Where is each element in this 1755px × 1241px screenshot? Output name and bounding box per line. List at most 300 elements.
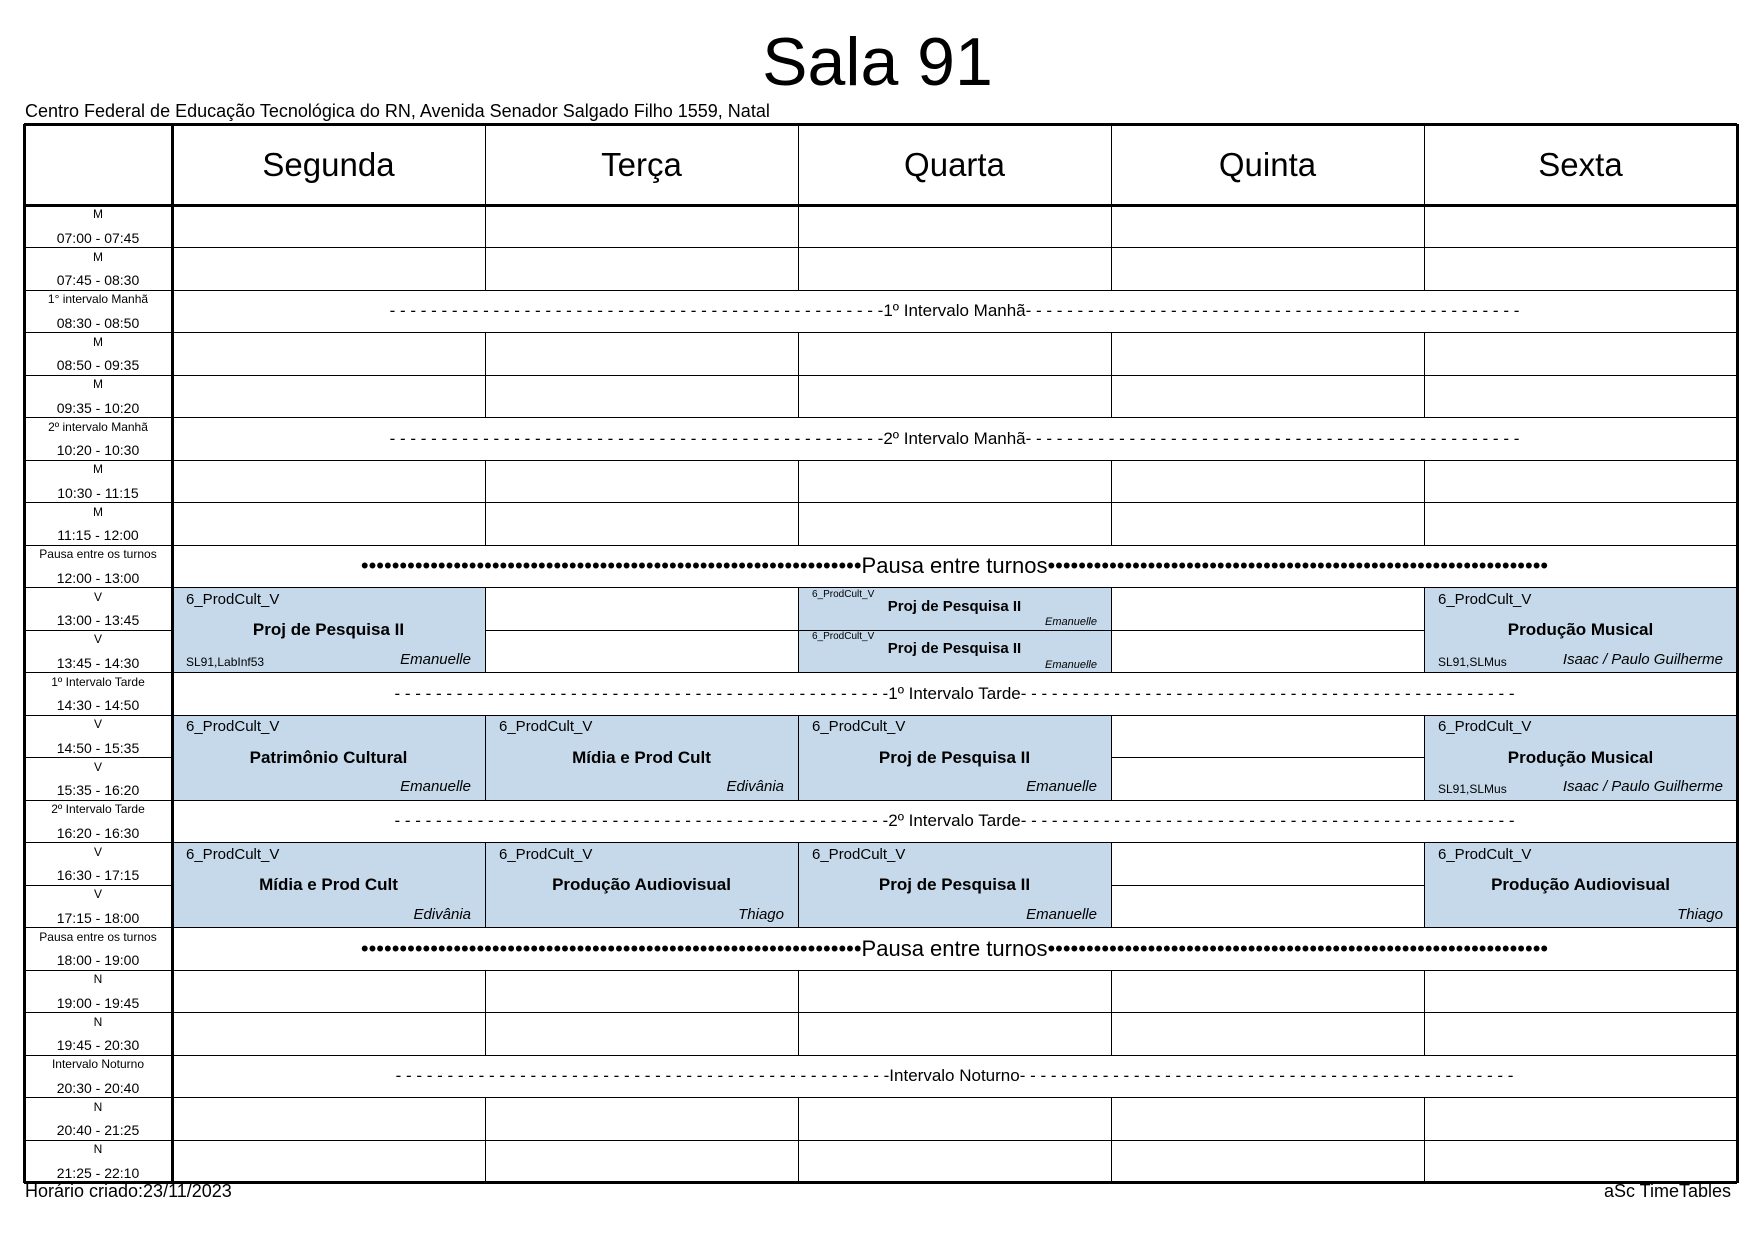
- grid-line: [1424, 375, 1737, 376]
- lesson-subject: Produção Musical: [1507, 747, 1654, 767]
- lesson-teacher: Isaac / Paulo Guilherme: [1562, 778, 1723, 795]
- grid-line: [798, 758, 799, 801]
- lesson-card[interactable]: [172, 715, 485, 800]
- break-row: [172, 800, 1737, 843]
- lesson-teacher: Emanuelle: [1026, 778, 1097, 795]
- filler: •••••••••••••••••••••••••••••••••••••••••••••••••••••••••••••••••: [360, 935, 862, 961]
- lesson-room: SL91,SLMus: [1438, 654, 1507, 669]
- lesson-card[interactable]: [172, 588, 485, 673]
- grid-line: [24, 545, 172, 546]
- lesson-card[interactable]: [798, 843, 1111, 928]
- lesson-teacher: Edivânia: [726, 778, 784, 795]
- break-row: [172, 673, 1737, 716]
- grid-line: [24, 927, 172, 928]
- period-time: 13:45 - 14:30: [56, 654, 140, 671]
- grid-line: [171, 124, 174, 1183]
- grid-line: [1424, 545, 1737, 546]
- period-time: 11:15 - 12:00: [57, 527, 139, 543]
- grid-line: [1111, 205, 1112, 248]
- grid-line: [1111, 503, 1112, 546]
- grid-line: [798, 970, 1111, 971]
- grid-line: [24, 123, 1737, 126]
- filler: - - - - - - - - - - - - - - - - - - - - - - - - - - - - - - - - - - - - - - - - - - - - - - - -: [395, 1066, 890, 1086]
- lesson-card[interactable]: [485, 843, 798, 928]
- grid-line: [1424, 715, 1737, 716]
- grid-line: [172, 1097, 485, 1098]
- period-label: N: [93, 972, 103, 986]
- grid-line: [172, 842, 485, 843]
- grid-line: [485, 1097, 798, 1098]
- grid-line: [172, 587, 485, 588]
- lesson-subject: Produção Audiovisual: [1491, 875, 1670, 894]
- grid-line: [1424, 290, 1737, 291]
- lesson-teacher: Thiago: [1677, 905, 1723, 923]
- grid-line: [24, 247, 172, 248]
- grid-line: [24, 587, 172, 588]
- period-label: Intervalo Noturno: [51, 1057, 145, 1071]
- grid-line: [1424, 842, 1737, 843]
- grid-line: [1424, 672, 1737, 673]
- grid-line: [172, 290, 485, 291]
- grid-line: [172, 502, 485, 503]
- grid-line: [798, 333, 799, 376]
- grid-line: [485, 588, 486, 631]
- period-cell: [24, 503, 172, 546]
- grid-line: [1111, 630, 1424, 631]
- grid-line: [798, 503, 799, 546]
- grid-line: [1111, 124, 1112, 205]
- lesson-subject: Proj de Pesquisa II: [887, 640, 1022, 657]
- period-label: M: [93, 462, 103, 476]
- page-title: Sala 91: [762, 24, 993, 100]
- grid-line: [798, 927, 1111, 928]
- grid-line: [1424, 1012, 1737, 1013]
- grid-line: [485, 587, 798, 588]
- grid-line: [1424, 417, 1737, 418]
- break-row: [172, 418, 1737, 461]
- period-label: N: [93, 1014, 103, 1029]
- school-address: Centro Federal de Educação Tecnológica do RN, Avenida Senador Salgado Filho 1559, Natal: [25, 101, 770, 121]
- grid-line: [1111, 715, 1424, 716]
- grid-line: [24, 417, 172, 418]
- grid-line: [1111, 1140, 1112, 1183]
- grid-line: [1111, 970, 1424, 971]
- grid-line: [1424, 1140, 1737, 1141]
- grid-line: [1111, 248, 1112, 291]
- lesson-card[interactable]: [1424, 843, 1737, 928]
- period-time: 20:30 - 20:40: [56, 1079, 140, 1096]
- period-cell: [24, 885, 172, 928]
- period-cell: [24, 205, 172, 248]
- lesson-teacher: Emanuelle: [400, 650, 471, 668]
- grid-line: [1111, 460, 1112, 503]
- period-cell: [24, 333, 172, 376]
- grid-line: [1424, 1140, 1425, 1183]
- period-cell: [24, 1140, 172, 1183]
- period-time: 10:20 - 10:30: [56, 442, 140, 458]
- filler: •••••••••••••••••••••••••••••••••••••••••••••••••••••••••••••••••: [1047, 553, 1549, 579]
- grid-line: [485, 502, 798, 503]
- period-cell: [24, 843, 172, 886]
- grid-line: [485, 1140, 798, 1141]
- period-cell: [24, 800, 172, 843]
- period-cell: [24, 1098, 172, 1141]
- period-cell: [24, 418, 172, 461]
- pause-label: Pausa entre turnos: [861, 935, 1048, 961]
- grid-line: [1424, 124, 1425, 205]
- period-cell: [24, 630, 172, 673]
- filler: - - - - - - - - - - - - - - - - - - - - - - - - - - - - - - - - - - - - - - - - - - - - - - - -: [394, 683, 889, 703]
- period-cell: [24, 290, 172, 333]
- lesson-card[interactable]: [485, 715, 798, 800]
- period-label: V: [93, 887, 102, 901]
- grid-line: [1111, 247, 1424, 248]
- grid-line: [798, 1012, 1111, 1013]
- grid-line: [485, 248, 486, 291]
- grid-line: [1111, 1097, 1424, 1098]
- lesson-class: 6_ProdCult_V: [812, 718, 906, 735]
- period-cell: [24, 375, 172, 418]
- break-label: 2º Intervalo Tarde: [888, 811, 1021, 831]
- period-label: 2º Intervalo Tarde: [51, 802, 145, 816]
- filler: •••••••••••••••••••••••••••••••••••••••••••••••••••••••••••••••••: [1047, 935, 1549, 961]
- grid-line: [798, 800, 1111, 801]
- grid-line: [1736, 124, 1739, 1183]
- period-time: 10:30 - 11:15: [57, 484, 139, 501]
- lesson-class: 6_ProdCult_V: [812, 588, 875, 600]
- grid-line: [1424, 970, 1737, 971]
- lesson-subject: Proj de Pesquisa II: [878, 875, 1031, 894]
- lesson-subject: Mídia e Prod Cult: [259, 875, 398, 894]
- period-cell: [24, 588, 172, 631]
- grid-line: [1424, 1098, 1425, 1141]
- grid-line: [172, 545, 485, 546]
- grid-line: [1111, 630, 1112, 673]
- lesson-teacher: Emanuelle: [400, 778, 471, 795]
- grid-line: [24, 204, 1737, 207]
- grid-line: [485, 672, 798, 673]
- period-label: V: [93, 589, 102, 604]
- grid-line: [1424, 758, 1425, 801]
- grid-line: [485, 1140, 486, 1183]
- grid-line: [485, 205, 486, 248]
- grid-line: [172, 800, 485, 801]
- grid-line: [172, 1055, 485, 1056]
- grid-line: [485, 417, 798, 418]
- lesson-teacher: Emanuelle: [1045, 658, 1097, 671]
- grid-line: [485, 715, 486, 758]
- period-label: N: [93, 1142, 103, 1156]
- grid-line: [1111, 672, 1424, 673]
- grid-line: [485, 124, 486, 205]
- grid-line: [1424, 630, 1425, 673]
- break-row: [172, 290, 1737, 333]
- grid-line: [172, 970, 485, 971]
- grid-line: [485, 927, 798, 928]
- period-cell: [24, 928, 172, 971]
- grid-line: [24, 842, 172, 843]
- lesson-room: SL91,SLMus: [1438, 782, 1507, 796]
- period-time: 19:45 - 20:30: [56, 1037, 140, 1053]
- grid-line: [798, 885, 799, 928]
- day-header-2: Quarta: [904, 145, 1005, 183]
- grid-line: [798, 1098, 799, 1141]
- grid-line: [798, 1013, 799, 1056]
- grid-line: [485, 375, 486, 418]
- grid-line: [485, 503, 486, 546]
- grid-line: [1424, 800, 1737, 801]
- period-time: 12:00 - 13:00: [56, 569, 140, 586]
- period-cell: [24, 758, 172, 801]
- period-time: 21:25 - 22:10: [56, 1164, 140, 1181]
- turn-pause: [172, 928, 1737, 971]
- period-cell: [24, 460, 172, 503]
- lesson-teacher: Thiago: [738, 905, 784, 923]
- day-header-0: Segunda: [262, 145, 395, 183]
- grid-line: [798, 970, 799, 1013]
- grid-line: [485, 1098, 486, 1141]
- grid-line: [1111, 715, 1112, 758]
- day-header-4: Sexta: [1538, 145, 1623, 183]
- period-time: 16:20 - 16:30: [56, 824, 140, 841]
- grid-line: [485, 1013, 486, 1056]
- lesson-class: 6_ProdCult_V: [186, 845, 280, 863]
- period-time: 14:50 - 15:35: [56, 739, 140, 756]
- grid-line: [798, 842, 1111, 843]
- grid-line: [798, 205, 799, 248]
- lesson-subject: Proj de Pesquisa II: [252, 620, 405, 639]
- grid-line: [1424, 588, 1425, 631]
- grid-line: [1111, 800, 1424, 801]
- period-time: 09:35 - 10:20: [56, 399, 140, 416]
- break-label: Intervalo Noturno: [889, 1066, 1020, 1086]
- grid-line: [23, 124, 26, 1183]
- grid-line: [24, 1181, 1737, 1184]
- lesson-class: 6_ProdCult_V: [186, 590, 280, 608]
- period-time: 15:35 - 16:20: [56, 782, 140, 798]
- grid-line: [172, 375, 485, 376]
- grid-line: [24, 502, 172, 503]
- filler: - - - - - - - - - - - - - - - - - - - - - - - - - - - - - - - - - - - - - - - - - - - - - - - -: [1019, 1066, 1514, 1086]
- period-cell: [24, 1013, 172, 1056]
- grid-line: [1424, 885, 1425, 928]
- grid-line: [1111, 332, 1424, 333]
- grid-line: [798, 1140, 1111, 1141]
- grid-line: [485, 715, 798, 716]
- filler: - - - - - - - - - - - - - - - - - - - - - - - - - - - - - - - - - - - - - - - - - - - - - - - -: [389, 428, 884, 448]
- turn-pause: [172, 545, 1737, 588]
- lesson-card[interactable]: [798, 630, 1111, 673]
- grid-line: [1111, 588, 1112, 631]
- grid-line: [485, 885, 486, 928]
- lesson-class: 6_ProdCult_V: [499, 718, 593, 735]
- period-time: 17:15 - 18:00: [56, 909, 140, 926]
- lesson-subject: Produção Audiovisual: [552, 875, 731, 894]
- grid-line: [24, 332, 172, 333]
- break-row: [172, 1055, 1737, 1098]
- grid-line: [485, 1055, 798, 1056]
- lesson-class: 6_ProdCult_V: [812, 845, 906, 863]
- lesson-subject: Proj de Pesquisa II: [878, 747, 1031, 767]
- grid-line: [24, 970, 172, 971]
- grid-line: [1111, 842, 1424, 843]
- period-label: M: [93, 249, 103, 264]
- grid-line: [798, 1055, 1111, 1056]
- period-label: Pausa entre os turnos: [39, 929, 157, 944]
- grid-line: [1111, 333, 1112, 376]
- lesson-card[interactable]: [1424, 715, 1737, 800]
- grid-line: [1424, 460, 1737, 461]
- filler: - - - - - - - - - - - - - - - - - - - - - - - - - - - - - - - - - - - - - - - - - - - - - - - -: [1025, 301, 1520, 321]
- period-label: 1º Intervalo Tarde: [51, 674, 145, 689]
- grid-line: [1111, 970, 1112, 1013]
- filler: - - - - - - - - - - - - - - - - - - - - - - - - - - - - - - - - - - - - - - - - - - - - - - - -: [1025, 428, 1520, 448]
- break-label: 1º Intervalo Manhã: [883, 301, 1026, 321]
- lesson-class: 6_ProdCult_V: [499, 845, 593, 863]
- period-label: 2º intervalo Manhã: [48, 419, 148, 434]
- grid-line: [24, 672, 172, 673]
- period-time: 16:30 - 17:15: [56, 867, 140, 883]
- grid-line: [1424, 248, 1425, 291]
- grid-line: [24, 460, 172, 461]
- grid-line: [24, 757, 172, 758]
- period-label: 1° intervalo Manhã: [47, 292, 149, 306]
- lesson-subject: Patrimônio Cultural: [249, 747, 408, 767]
- lesson-class: 6_ProdCult_V: [1438, 718, 1532, 735]
- grid-line: [1424, 587, 1737, 588]
- grid-line: [1424, 333, 1425, 376]
- grid-line: [798, 630, 799, 673]
- grid-line: [24, 1140, 172, 1141]
- grid-line: [1424, 970, 1425, 1013]
- grid-line: [485, 545, 798, 546]
- grid-line: [1424, 715, 1425, 758]
- lesson-teacher: Isaac / Paulo Guilherme: [1562, 650, 1723, 668]
- period-cell: [24, 970, 172, 1013]
- grid-line: [798, 247, 1111, 248]
- grid-line: [1424, 503, 1425, 546]
- grid-line: [485, 800, 798, 801]
- grid-line: [798, 715, 1111, 716]
- grid-line: [798, 502, 1111, 503]
- grid-line: [172, 460, 485, 461]
- grid-line: [798, 587, 1111, 588]
- grid-line: [485, 290, 798, 291]
- lesson-class: 6_ProdCult_V: [1438, 845, 1532, 863]
- period-cell: [24, 715, 172, 758]
- grid-line: [798, 248, 799, 291]
- grid-line: [1111, 885, 1112, 928]
- grid-line: [172, 672, 485, 673]
- grid-line: [485, 630, 798, 631]
- day-header-1: Terça: [601, 145, 682, 183]
- grid-line: [1111, 1012, 1424, 1013]
- grid-line: [798, 460, 799, 503]
- grid-line: [798, 1140, 799, 1183]
- period-label: M: [93, 504, 103, 519]
- software-credit: aSc TimeTables: [1603, 1181, 1731, 1201]
- grid-line: [1424, 1055, 1737, 1056]
- grid-line: [1424, 247, 1737, 248]
- grid-line: [485, 333, 486, 376]
- grid-line: [1424, 332, 1737, 333]
- filler: •••••••••••••••••••••••••••••••••••••••••••••••••••••••••••••••••: [360, 553, 862, 579]
- period-label: M: [93, 334, 103, 349]
- grid-line: [485, 1012, 798, 1013]
- period-time: 13:00 - 13:45: [56, 612, 140, 628]
- period-label: V: [93, 632, 102, 646]
- period-time: 19:00 - 19:45: [56, 994, 140, 1011]
- grid-line: [798, 417, 1111, 418]
- grid-line: [1111, 502, 1424, 503]
- lesson-class: 6_ProdCult_V: [1438, 590, 1532, 608]
- grid-line: [1111, 927, 1424, 928]
- grid-line: [24, 715, 172, 716]
- period-time: 07:00 - 07:45: [56, 229, 140, 246]
- break-label: 2º Intervalo Manhã: [883, 428, 1026, 448]
- grid-line: [798, 1097, 1111, 1098]
- grid-line: [1111, 460, 1424, 461]
- lesson-card[interactable]: [1424, 588, 1737, 673]
- filler: - - - - - - - - - - - - - - - - - - - - - - - - - - - - - - - - - - - - - - - - - - - - - - - -: [1020, 811, 1515, 831]
- grid-line: [798, 588, 799, 631]
- grid-line: [485, 332, 798, 333]
- grid-line: [798, 672, 1111, 673]
- grid-line: [798, 460, 1111, 461]
- period-label: V: [93, 717, 102, 731]
- grid-line: [172, 1012, 485, 1013]
- grid-line: [1111, 1098, 1112, 1141]
- break-label: 1º Intervalo Tarde: [888, 683, 1021, 703]
- period-cell: [24, 673, 172, 716]
- grid-line: [798, 715, 799, 758]
- grid-line: [485, 758, 486, 801]
- grid-line: [1424, 843, 1425, 886]
- lesson-subject: Proj de Pesquisa II: [887, 597, 1022, 615]
- filler: - - - - - - - - - - - - - - - - - - - - - - - - - - - - - - - - - - - - - - - - - - - - - - - -: [389, 301, 884, 321]
- day-header-3: Quinta: [1218, 145, 1317, 183]
- grid-line: [485, 630, 486, 673]
- created-date: Horário criado:23/11/2023: [25, 1181, 232, 1201]
- grid-line: [798, 843, 799, 886]
- period-time: 08:50 - 09:35: [56, 357, 140, 373]
- lesson-card[interactable]: [798, 715, 1111, 800]
- grid-line: [1424, 1097, 1737, 1098]
- grid-line: [798, 375, 799, 418]
- grid-line: [798, 375, 1111, 376]
- lesson-subject: Produção Musical: [1507, 620, 1654, 639]
- lesson-teacher: Edivânia: [413, 905, 471, 923]
- grid-line: [798, 290, 1111, 291]
- grid-line: [485, 460, 486, 503]
- grid-line: [1111, 375, 1424, 376]
- grid-line: [1424, 927, 1737, 928]
- period-cell: [24, 545, 172, 588]
- grid-line: [1424, 1013, 1425, 1056]
- grid-line: [1111, 587, 1424, 588]
- period-label: M: [93, 377, 103, 391]
- lesson-card[interactable]: [172, 843, 485, 928]
- grid-line: [1111, 1140, 1424, 1141]
- pause-label: Pausa entre turnos: [861, 553, 1048, 579]
- grid-line: [24, 290, 172, 291]
- grid-line: [1111, 417, 1424, 418]
- lesson-subject: Mídia e Prod Cult: [572, 747, 711, 767]
- grid-line: [798, 124, 799, 205]
- grid-line: [1111, 757, 1424, 758]
- grid-line: [485, 460, 798, 461]
- lesson-card[interactable]: [798, 588, 1111, 631]
